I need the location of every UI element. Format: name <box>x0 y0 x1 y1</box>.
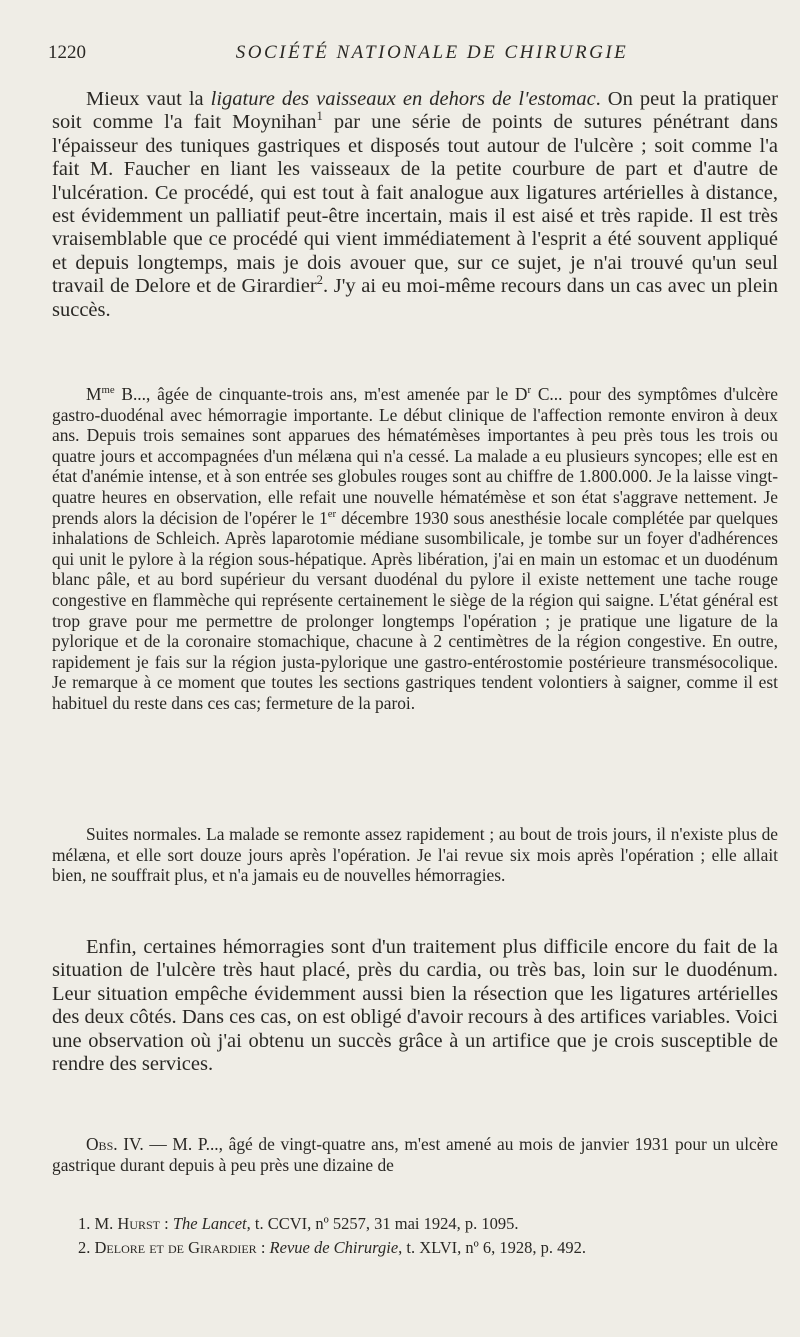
footnote-details: , t. XLVI, nº 6, 1928, p. 492. <box>398 1238 586 1257</box>
paragraph-difficult-hemorrhages: Enfin, certaines hémorragies sont d'un traitement plus difficile encore du fait de la situation de l'ulcère très haut placé, près du cardia, ou très bas, loin sur le duodénum. Leur situation empêche évidemment aussi bien la résection que les ligatures artérielles des deux côtés. Dans ces cas, on est obligé d'avoir recours à des artifices variables. Voici une observation où j'ai obtenu un succès grâce à un artifice que je crois susceptible de rendre des services. <box>52 936 778 1076</box>
p1-italic-phrase: ligature des vaisseaux en dehors de l'estomac <box>210 88 596 110</box>
footnote-1 <box>52 1212 778 1236</box>
footnote-author: Delore et de Girardier <box>94 1238 257 1257</box>
obs1-title: M <box>86 384 102 404</box>
obs1-text-c: décembre 1930 sous anesthésie locale complétée par quelques inhalations de Schleich. Après laparotomie médiane susombilicale, je tombe sur un foyer d'adhérences qui unit le pylore à la région sous-hépatique. Après libération, j'ai en main un estomac et un duodénum blanc pâle, et au bord supérieur du versant duodénal du pylore il existe nettement une tache rouge congestive en flammèche qui représente certainement le siège de la région qui saigne. L'état général est trop grave pour me permettre de prolonger longtemps l'opération ; je pratique une ligature de la pylorique et de la coronaire stomachique, chacune à 2 centimètres de la région congestive. En outre, rapidement je fais sur la région justa-pylorique une gastro-entérostomie postérieure transmésocolique. Je remarque à ce moment que toutes les sections gastriques tendent volontiers à saigner, comme il est habituel du reste dans ces cas; fermeture de la paroi. <box>52 507 778 713</box>
p1-text-d: . J'y ai eu moi-même recours dans un cas avec un plein succès. <box>52 275 778 321</box>
footnote-number: 2. <box>78 1238 91 1257</box>
obs4-label: Obs. IV. <box>86 1134 144 1154</box>
page-number: 1220 <box>48 42 86 63</box>
footnotes <box>52 1212 778 1260</box>
p1-text-c: par une série de points de sutures pénétrant dans l'épaisseur des tuniques gastriques et disposés tout autour de l'ulcère ; soit comme l'a fait M. Faucher en liant les vaisseaux de la petite courbure de part et d'autre de l'ulcération. Ce procédé, qui est tout à fait analogue aux ligatures artérielles à distance, est évidemment un palliatif peut-être incertain, mais il est aisé et très rapide. Il est très vraisemblable que ce procédé qui vient immédiatement à l'esprit a été souvent appliqué et depuis longtemps, mais je dois avouer que, sur ce sujet, je n'ai trouvé qu'un seul travail de Delore et de Girardier <box>52 111 778 298</box>
footnote-number: 1. <box>78 1214 91 1233</box>
footnote-journal: Revue de Chirurgie <box>269 1238 399 1257</box>
running-title: SOCIÉTÉ NATIONALE DE CHIRURGIE <box>235 42 629 63</box>
footnote-author: M. Hurst <box>94 1214 161 1233</box>
footnote-sep: : <box>160 1214 173 1233</box>
obs1-text-a: B..., âgée de cinquante-trois ans, m'est amenée par le D <box>114 384 528 404</box>
footnote-ref-1: 1 <box>316 109 323 124</box>
obs1-text-b: C... pour des symptômes d'ulcère gastro-duodénal avec hémorragie importante. Le début clinique de l'affection remonte environ à deux ans. Depuis trois semaines sont apparues des hématémèses importantes à peu près tous les trois ou quatre jours et accompagnées d'un mélæna qui n'a cessé. La malade a eu plusieurs syncopes; elle est en état d'anémie intense, et à son entrée ses globules rouges sont au chiffre de 1.800.000. Je la laisse vingt-quatre heures en observation, elle refait une nouvelle hématémèse et son état s'aggrave nettement. Je prends alors la décision de l'opérer le 1 <box>52 384 778 528</box>
observation-case-1 <box>52 384 778 714</box>
p1-text-b: . On peut la pratiquer soit comme l'a fait Moynihan <box>52 88 778 134</box>
footnote-journal: The Lancet <box>172 1214 247 1233</box>
footnote-ref-2: 2 <box>316 273 324 288</box>
observation-case-4 <box>52 1134 778 1175</box>
footnote-2 <box>52 1236 778 1260</box>
observation-followup: Suites normales. La malade se remonte assez rapidement ; au bout de trois jours, il n'existe plus de mélæna, et elle sort douze jours après l'opération. Je l'ai revue six mois après l'opération ; elle allait bien, ne souffrait plus, et n'a jamais eu de nouvelles hémorragies. <box>52 824 778 886</box>
obs1-title-sup: me <box>101 384 115 397</box>
footnote-sep: : <box>256 1238 270 1257</box>
obs4-text: — M. P..., âgé de vingt-quatre ans, m'est amené au mois de janvier 1931 pour un ulcère gastrique durant depuis à peu près une dizaine de <box>52 1134 778 1175</box>
p1-text-a: Mieux vaut la <box>86 88 211 110</box>
obs1-dr-sup: r <box>527 384 532 397</box>
obs1-date-sup: er <box>327 507 337 520</box>
paragraph-ligature <box>52 88 778 322</box>
page-header <box>48 42 780 68</box>
footnote-details: , t. CCVI, nº 5257, 31 mai 1924, p. 1095. <box>246 1214 519 1233</box>
